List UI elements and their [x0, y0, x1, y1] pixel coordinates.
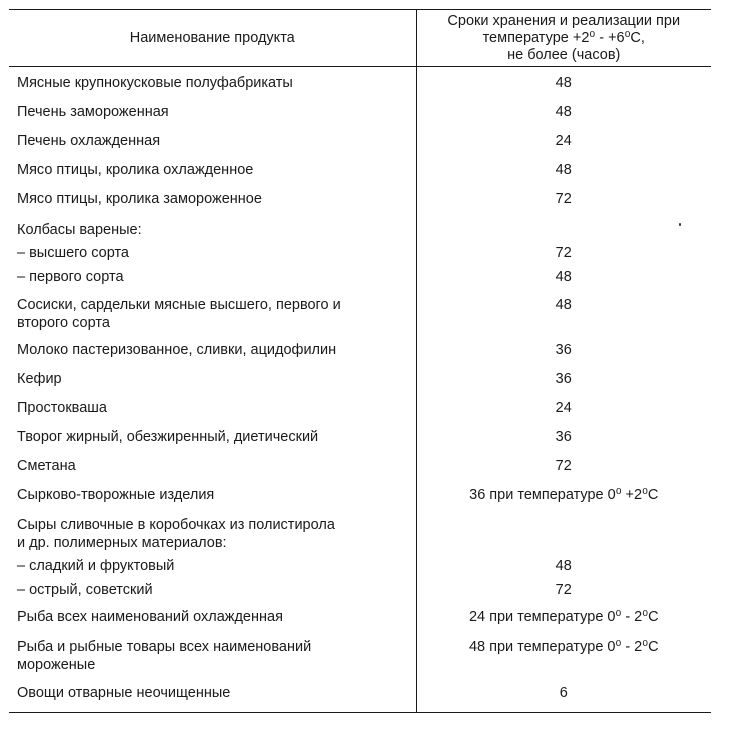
storage-value: 24: [555, 400, 572, 416]
storage-value: 36: [555, 342, 572, 358]
storage-value: 6: [416, 674, 711, 712]
table-row: [9, 506, 711, 599]
product-name: Рыба всех наименований охлажденная: [9, 599, 416, 628]
product-name: Кефир: [9, 361, 416, 390]
header-terms-line2: температуре +2⁰ - +6⁰C,: [482, 29, 645, 46]
table-row: [9, 390, 711, 419]
header-terms-line1: Сроки хранения и реализации при: [447, 12, 681, 29]
product-name: Мясо птицы, кролика охлажденное: [9, 154, 416, 183]
product-name-group: [9, 506, 416, 599]
table-row: [9, 628, 711, 674]
product-name-line1: Рыба и рыбные товары всех наименований: [17, 639, 312, 655]
storage-value: 72: [555, 458, 572, 474]
product-name: Творог жирный, обезжиренный, диетический: [9, 419, 416, 448]
storage-table: [9, 9, 711, 713]
storage-value: 72: [555, 190, 572, 207]
table-row: [9, 154, 711, 183]
product-name-line1: Сыры сливочные в коробочках из полистирола: [17, 517, 335, 533]
storage-value: 36: [555, 371, 572, 387]
product-name-group: [9, 628, 416, 674]
product-name: Мясные крупнокусковые полуфабрикаты: [9, 67, 416, 96]
product-name-line1: Сосиски, сардельки мясные высшего, первого и: [17, 297, 341, 313]
product-subitem: – первого сорта: [17, 268, 124, 285]
table-row: [9, 67, 711, 96]
product-subitem: – острый, советский: [17, 581, 153, 598]
table-row: [9, 286, 711, 332]
storage-value: 48: [555, 297, 572, 313]
storage-value: 24: [555, 132, 572, 149]
table-row: [9, 674, 711, 712]
product-subitem: – высшего сорта: [17, 245, 129, 261]
product-name-line2: мороженые: [17, 656, 96, 673]
product-name: Сырково-творожные изделия: [9, 477, 416, 506]
storage-value-group: [416, 506, 711, 599]
product-name: Простокваша: [9, 390, 416, 419]
storage-value: 48: [555, 161, 572, 178]
table-row: [9, 419, 711, 448]
storage-value: 48: [555, 103, 572, 120]
storage-value: 72: [555, 581, 572, 598]
storage-value: 48: [555, 558, 572, 574]
table-row: [9, 477, 711, 506]
product-name-group: [9, 286, 416, 332]
table-row: [9, 361, 711, 390]
header-product: [9, 10, 416, 67]
product-name: Печень замороженная: [9, 96, 416, 125]
product-name: Сметана: [9, 448, 416, 477]
storage-value: 72: [555, 245, 572, 261]
storage-value: 48: [555, 268, 572, 285]
storage-value: 36: [555, 429, 572, 445]
storage-value: 48: [555, 75, 572, 91]
table-row: [9, 599, 711, 628]
storage-value: 24 при температуре 0⁰ - 2⁰C: [468, 609, 659, 625]
product-name-line2: и др. полимерных материалов:: [17, 534, 227, 551]
header-terms-line3: не более (часов): [507, 46, 621, 63]
product-name-line2: второго сорта: [17, 314, 110, 331]
header-terms: [416, 10, 711, 67]
storage-value: 48 при температуре 0⁰ - 2⁰C: [468, 639, 659, 655]
table-row: [9, 96, 711, 125]
table-row: [9, 183, 711, 212]
product-name: Овощи отварные неочищенные: [9, 674, 416, 712]
scan-speck: [679, 223, 681, 226]
header-product-label: Наименование продукта: [129, 29, 295, 46]
table-row: [9, 332, 711, 361]
table-row: [9, 212, 711, 287]
table-row: [9, 125, 711, 154]
product-subitem: – сладкий и фруктовый: [17, 558, 175, 574]
product-name: Молоко пастеризованное, сливки, ацидофилин: [9, 332, 416, 361]
table-header-row: [9, 10, 711, 67]
product-name: Мясо птицы, кролика замороженное: [9, 183, 416, 212]
product-name-group: [9, 212, 416, 287]
product-name: Колбасы вареные:: [17, 221, 142, 238]
table-row: [9, 448, 711, 477]
storage-value-group: [416, 212, 711, 287]
product-name: Печень охлажденная: [9, 125, 416, 154]
storage-value: 36 при температуре 0⁰ +2⁰C: [469, 487, 659, 503]
